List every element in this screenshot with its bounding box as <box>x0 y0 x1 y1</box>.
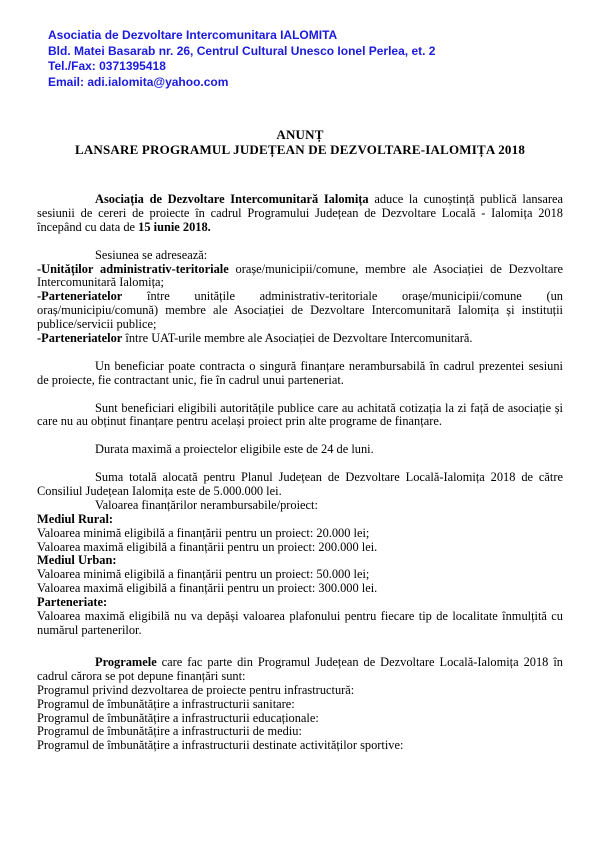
letterhead-address: Bld. Matei Basarab nr. 26, Centrul Cultural Unesco Ionel Perlea, et. 2 <box>48 43 436 58</box>
partnership-heading <box>37 596 563 610</box>
program-item-educational: Programul de îmbunătățire a infrastructurii educaționale: <box>37 710 319 725</box>
letterhead-telfax: Tel./Fax: 0371395418 <box>48 59 166 73</box>
partnership-text: Valoarea maximă eligibilă nu va depăși valoarea plafonului pentru fiecare tip de localitate înmulțită cu numărul partenerilor. <box>37 609 563 638</box>
title-line-announcement: ANUNȚ <box>276 127 324 142</box>
partnership-heading-bold: Parteneriate: <box>37 595 108 610</box>
urban-heading-bold: Mediul Urban: <box>37 553 117 568</box>
program-item-infrastructure: Programul privind dezvoltarea de proiecte pentru infrastructură: <box>37 682 355 697</box>
rural-max-line: Valoarea maximă eligibilă a finanțării pentru un proiect: 200.000 lei. <box>37 539 378 554</box>
document-body <box>37 193 563 753</box>
rural-heading <box>37 513 563 527</box>
audience-item-partnership-uat <box>37 332 563 346</box>
rural-heading-bold: Mediul Rural: <box>37 511 114 526</box>
programs-intro-text: care fac parte din Programul Județean de Dezvoltare Locală-Ialomița 2018 în cadrul cărora se pot depune finanțări sunt: <box>37 654 563 683</box>
audience-item-partnership-institutions <box>37 290 563 332</box>
intro-text: aduce la cunoștință publică lansarea sesiunii de cereri de proiecte în cadrul Programului Județean de Dezvoltare Locală - Ialomița 2018 începând cu data de <box>37 192 563 234</box>
budget-value-intro: Valoarea finanțărilor nerambursabile/proiect: <box>95 497 318 512</box>
program-item-sanitary: Programul de îmbunătățire a infrastructurii sanitare: <box>37 696 295 711</box>
program-item-environment: Programul de îmbunătățire a infrastructurii de mediu: <box>37 724 302 739</box>
audience-item-uat-bold: -Unităților administrativ-teritoriale <box>37 261 229 276</box>
intro-paragraph <box>37 193 563 235</box>
rural-min-line: Valoarea minimă eligibilă a finanțării pentru un proiect: 20.000 lei; <box>37 525 370 540</box>
programs-intro <box>37 656 563 684</box>
audience-intro: Sesiunea se adresează: <box>95 247 208 262</box>
budget-total-paragraph: Suma totală alocată pentru Planul Județean de Dezvoltare Locală-Ialomița 2018 de către Consiliul Județean Ialomița este de 5.000.000 lei. <box>37 470 563 498</box>
intro-date-bold: 15 iunie 2018. <box>138 219 211 234</box>
urban-heading <box>37 554 563 568</box>
audience-item-partnership-institutions-bold: -Parteneriatelor <box>37 289 123 304</box>
intro-org-bold: Asociația de Dezvoltare Intercomunitară Ialomița <box>95 192 369 206</box>
audience-item-uat <box>37 263 563 291</box>
letterhead <box>48 0 600 90</box>
programs-intro-bold: Programele <box>95 654 157 669</box>
letterhead-org: Asociatia de Dezvoltare Intercomunitara IALOMITA <box>48 28 338 42</box>
audience-item-partnership-institutions-text: între unitățile administrativ-teritoriale orașe/municipii/comune (un oraș/municipiu/comună) membre ale Asociației de Dezvoltare Intercomunitară Ialomița și instituții publice/servicii publice; <box>37 289 563 332</box>
audience-item-partnership-uat-text: între UAT-urile membre ale Asociației de Dezvoltare Intercomunitară. <box>122 331 473 346</box>
duration-paragraph: Durata maximă a proiectelor eligibile este de 24 de luni. <box>95 442 374 457</box>
eligibility-paragraph: Sunt beneficiari eligibili autoritățile publice care au achitată cotizația la zi față de asociație și care nu au obținut finanțare pentru același proiect prin alte programe de finanțare. <box>37 400 563 429</box>
title-line-program: LANSARE PROGRAMUL JUDEȚEAN DE DEZVOLTARE-IALOMIȚA 2018 <box>74 142 526 157</box>
urban-max-line: Valoarea maximă eligibilă a finanțării pentru un proiect: 300.000 lei. <box>37 581 378 596</box>
urban-min-line: Valoarea minimă eligibilă a finanțării pentru un proiect: 50.000 lei; <box>37 567 370 582</box>
letterhead-email: Email: adi.ialomita@yahoo.com <box>48 74 229 89</box>
program-item-sports: Programul de îmbunătățire a infrastructurii destinate activităților sportive: <box>37 738 404 753</box>
beneficiary-paragraph: Un beneficiar poate contracta o singură finanțare nerambursabilă în cadrul prezentei sesiuni de proiecte, fie contractant unic, fie în cadrul unui parteneriat. <box>37 358 563 387</box>
audience-item-partnership-uat-bold: -Parteneriatelor <box>37 331 123 346</box>
document-title <box>0 127 600 157</box>
audience-item-uat-text: orașe/municipii/comune, membre ale Asociației de Dezvoltare Intercomunitară Ialomița; <box>37 261 563 290</box>
